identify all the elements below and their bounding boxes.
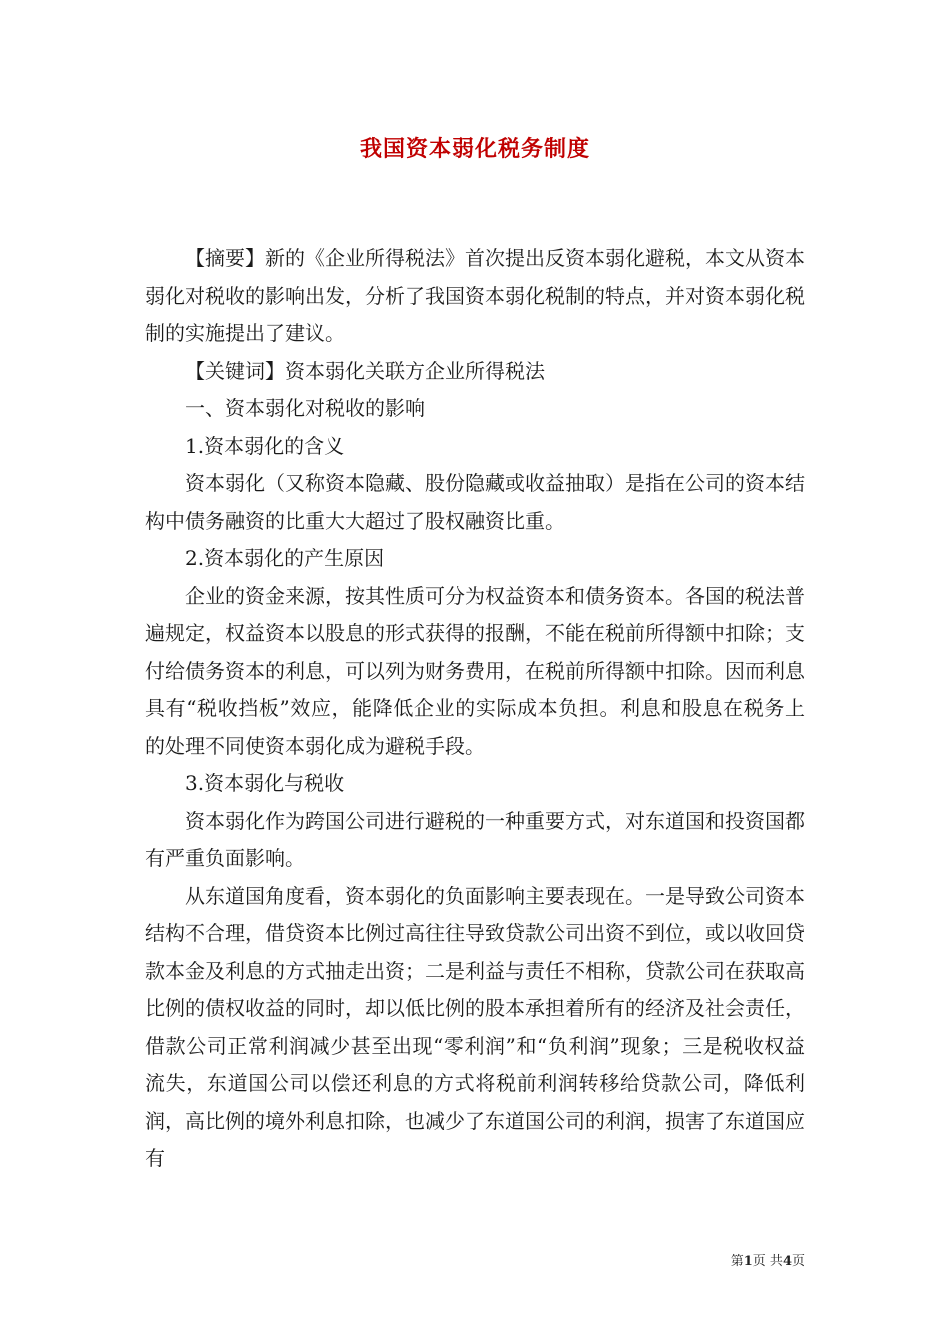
body-paragraph: 从东道国角度看，资本弱化的负面影响主要表现在。一是导致公司资本结构不合理，借贷资本比例过高往往导致贷款公司出资不到位，或以收回贷款本金及利息的方式抽走出资；二是利益与责任不相称，贷款公司在获取高比例的债权收益的同时，却以低比例的股本承担着所有的经济及社会责任，借款公司正常利润减少甚至出现“零利润”和“负利润”现象；三是税收权益流失，东道国公司以偿还利息的方式将税前利润转移给贷款公司，降低利润，高比例的境外利息扣除，也减少了东道国公司的利润，损害了东道国应有 [145,883,805,1170]
footer-suffix: 页 [791,1254,805,1269]
section-heading: 一、资本弱化对税收的影响 [185,396,425,420]
subsection-heading: 2.资本弱化的产生原因 [185,546,385,570]
footer-prefix: 第 [730,1254,744,1269]
document-body [145,240,805,1178]
subsection-heading: 1.资本弱化的含义 [185,433,345,458]
footer-middle: 页 共 [752,1254,783,1269]
footer-total-pages: 4 [782,1254,792,1269]
body-paragraph: 资本弱化（又称资本隐藏、股份隐藏或收益抽取）是指在公司的资本结构中债务融资的比重大大超过了股权融资比重。 [145,471,805,533]
body-paragraph: 企业的资金来源，按其性质可分为权益资本和债务资本。各国的税法普遍规定，权益资本以股息的形式获得的报酬，不能在税前所得额中扣除；支付给债务资本的利息，可以列为财务费用，在税前所得额中扣除。因而利息具有“税收挡板”效应，能降低企业的实际成本负担。利息和股息在税务上的处理不同使资本弱化成为避税手段。 [145,583,805,758]
footer-page-number: 1 [743,1254,753,1269]
abstract-paragraph: 【摘要】新的《企业所得税法》首次提出反资本弱化避税，本文从资本弱化对税收的影响出发，分析了我国资本弱化税制的特点，并对资本弱化税制的实施提出了建议。 [145,246,805,345]
body-paragraph: 资本弱化作为跨国公司进行避税的一种重要方式，对东道国和投资国都有严重负面影响。 [145,808,805,870]
document-title: 我国资本弱化税务制度 [359,136,590,162]
subsection-heading: 3.资本弱化与税收 [185,771,345,795]
keywords-paragraph: 【关键词】资本弱化关联方企业所得税法 [185,358,545,383]
page-footer [731,1250,805,1269]
